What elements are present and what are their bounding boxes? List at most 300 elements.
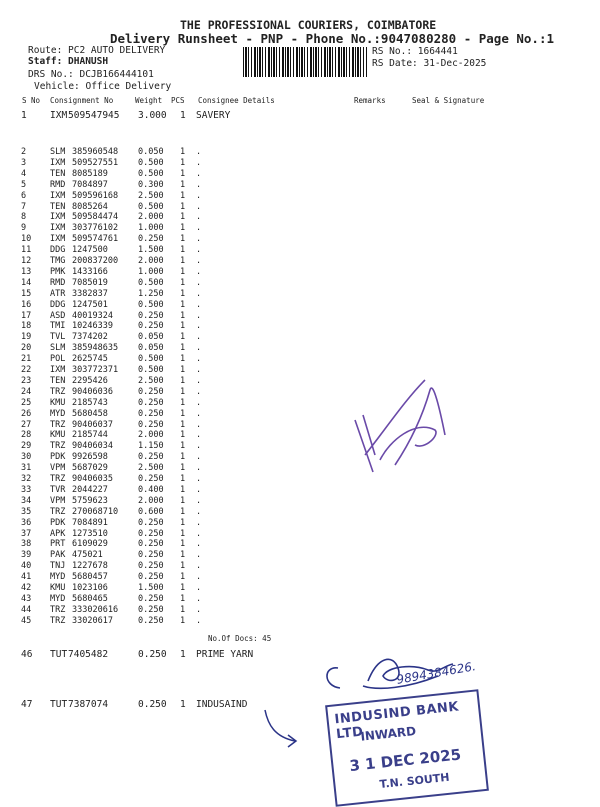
row-consignee: . (196, 266, 202, 277)
row-pcs: 1 (180, 495, 186, 506)
route: Route: PC2 AUTO DELIVERY (28, 45, 166, 56)
row-consignee: . (196, 539, 202, 550)
row-consignment-number: 333020616 (72, 604, 119, 615)
row-consignment-number: 10246339 (72, 321, 113, 332)
row-sno: 13 (21, 266, 32, 277)
row-consignment-number: 40019324 (72, 310, 113, 321)
row-branch-code: TRZ (50, 604, 66, 615)
row-consignment-number: 1247501 (72, 299, 108, 310)
row-consignee: . (196, 604, 202, 615)
row-weight: 3.000 (138, 110, 167, 121)
row-sno: 17 (21, 310, 32, 321)
row-pcs: 1 (180, 506, 186, 517)
row-branch-code: IXM (50, 234, 66, 245)
row-branch-code: IXM (50, 157, 66, 168)
stamp-inward: INWARD (359, 724, 417, 744)
row-pcs: 1 (180, 452, 186, 463)
row-sno: 42 (21, 583, 32, 593)
row-consignee: . (196, 179, 202, 190)
row-consignee: . (196, 157, 202, 168)
row-consignment-number: 8085189 (72, 168, 108, 179)
table-row (0, 605, 600, 615)
row-consignee: . (196, 354, 202, 365)
row-weight: 0.250 (138, 604, 164, 615)
row-pcs: 1 (180, 201, 186, 212)
row-pcs: 1 (180, 441, 186, 452)
row-sno: 39 (21, 550, 32, 561)
table-row (0, 343, 600, 353)
row-weight: 0.250 (138, 517, 164, 528)
row-consignee: . (196, 430, 202, 441)
row-pcs: 1 (180, 212, 186, 223)
row-weight: 0.500 (138, 365, 164, 375)
row-branch-code: TRZ (50, 386, 66, 397)
row-weight: 1.000 (138, 266, 164, 277)
row-consignment-number: 90406036 (72, 386, 113, 397)
row-consignee: . (196, 506, 202, 517)
row-branch-code: KMU (50, 583, 66, 593)
row-consignment-number: 5680457 (72, 572, 108, 583)
row-branch-code: RMD (50, 179, 66, 190)
table-row (0, 409, 600, 419)
row-pcs: 1 (180, 699, 186, 710)
row-consignment-number: 6109029 (72, 539, 108, 550)
row-sno: 2 (21, 147, 27, 157)
row-weight: 2.000 (138, 430, 164, 441)
table-row (0, 539, 600, 549)
row-sno: 35 (21, 506, 32, 517)
row-consignment-number: 3382837 (72, 288, 108, 299)
row-branch-code: TEN (50, 168, 66, 179)
row-weight: 0.250 (138, 528, 164, 539)
row-branch-code: MYD (50, 593, 66, 604)
row-consignment-number: 7084891 (72, 517, 108, 528)
row-consignee: . (196, 561, 202, 572)
row-branch-code: TNJ (50, 561, 66, 572)
row-consignee: . (196, 495, 202, 506)
row-pcs: 1 (180, 615, 186, 626)
col-consignment: Consignment No (50, 96, 114, 105)
table-row (0, 354, 600, 364)
row-sno: 9 (21, 223, 27, 234)
row-consignee: . (196, 321, 202, 332)
row-consignment-number: 5759623 (72, 495, 108, 506)
row-consignment-number: 90406037 (72, 419, 113, 430)
row-consignee: . (196, 365, 202, 375)
row-branch-code: IXM (50, 190, 66, 201)
row-pcs: 1 (180, 277, 186, 288)
row-pcs: 1 (180, 245, 186, 256)
row-branch-code: TRZ (50, 441, 66, 452)
row-branch-code: TEN (50, 375, 66, 386)
row-branch-code: TRZ (50, 474, 66, 484)
row-consignment-number: 303772371 (72, 365, 119, 375)
row-branch-code: PRT (50, 539, 66, 550)
row-consignee: . (196, 419, 202, 430)
row-sno: 14 (21, 277, 32, 288)
row-weight: 0.250 (138, 321, 164, 332)
row-sno: 1 (21, 110, 27, 121)
row-branch-code: KMU (50, 430, 66, 441)
table-row (0, 463, 600, 473)
handwritten-phone: 9894384626. (395, 659, 477, 687)
row-pcs: 1 (180, 223, 186, 234)
table-row (0, 441, 600, 451)
table-row (0, 452, 600, 462)
row-pcs: 1 (180, 572, 186, 583)
table-row (0, 420, 600, 430)
row-sno: 29 (21, 441, 32, 452)
col-weight: Weight (135, 96, 163, 105)
row-consignee: . (196, 517, 202, 528)
row-consignment-number: 9926598 (72, 452, 108, 463)
row-pcs: 1 (180, 288, 186, 299)
table-row (0, 507, 600, 517)
row-branch-code: PAK (50, 550, 66, 561)
row-sno: 37 (21, 528, 32, 539)
row-pcs: 1 (180, 604, 186, 615)
row-weight: 0.400 (138, 484, 164, 495)
row-weight: 0.250 (138, 452, 164, 463)
row-sno: 26 (21, 408, 32, 419)
row-branch-code: DDG (50, 245, 66, 256)
row-sno: 47 (21, 699, 33, 710)
row-sno: 4 (21, 168, 27, 179)
table-row (0, 267, 600, 277)
row-consignment-number: 509584474 (72, 212, 119, 223)
row-sno: 28 (21, 430, 32, 441)
table-row (0, 474, 600, 484)
drs-number: DRS No.: DCJB166444101 (28, 69, 154, 80)
row-consignee: . (196, 245, 202, 256)
row-consignment-number: 1433166 (72, 266, 108, 277)
row-pcs: 1 (180, 397, 186, 408)
row-pcs: 1 (180, 332, 186, 343)
row-pcs: 1 (180, 583, 186, 593)
row-pcs: 1 (180, 484, 186, 495)
table-row (0, 550, 600, 560)
row-branch-code: TUT (50, 649, 68, 660)
row-sno: 18 (21, 321, 32, 332)
row-consignment-number: 2044227 (72, 484, 108, 495)
table-row (0, 245, 600, 255)
row-weight: 0.500 (138, 157, 164, 168)
vehicle: Vehicle: Office Delivery (34, 81, 172, 92)
row-sno: 19 (21, 332, 32, 343)
row-consignment-number: 90406035 (72, 474, 113, 484)
row-consignee: . (196, 299, 202, 310)
table-row (0, 300, 600, 310)
row-sno: 25 (21, 397, 32, 408)
signature-scribble-icon (345, 360, 465, 480)
row-consignee: . (196, 147, 202, 157)
row-weight: 0.050 (138, 332, 164, 343)
table-row (0, 430, 600, 440)
row-branch-code: TRZ (50, 419, 66, 430)
row-consignee: . (196, 386, 202, 397)
row-sno: 31 (21, 463, 32, 474)
row-sno: 45 (21, 615, 32, 626)
row-consignee: . (196, 288, 202, 299)
row-consignee: . (196, 441, 202, 452)
row-pcs: 1 (180, 190, 186, 201)
row-consignment-number: 475021 (72, 550, 103, 561)
row-weight: 1.500 (138, 583, 164, 593)
row-branch-code: APK (50, 528, 66, 539)
row-consignment-number: 7085019 (72, 277, 108, 288)
table-row (0, 191, 600, 201)
table-row (0, 332, 600, 342)
row-sno: 8 (21, 212, 27, 223)
table-row (0, 180, 600, 190)
rs-number: RS No.: 1664441 (372, 46, 458, 57)
col-pcs: PCS (171, 96, 185, 105)
row-weight: 0.250 (138, 408, 164, 419)
table-row (0, 649, 600, 659)
row-consignee: . (196, 256, 202, 266)
row-pcs: 1 (180, 256, 186, 266)
row-weight: 0.250 (138, 561, 164, 572)
row-consignee: . (196, 615, 202, 626)
row-branch-code: TVL (50, 332, 66, 343)
table-row (0, 223, 600, 233)
row-branch-code: IXM (50, 365, 66, 375)
row-weight: 0.500 (138, 354, 164, 365)
row-consignment-number: 509527551 (72, 157, 119, 168)
table-row (0, 376, 600, 386)
row-branch-code: ATR (50, 288, 66, 299)
row-branch-code: TRZ (50, 615, 66, 626)
row-weight: 2.000 (138, 212, 164, 223)
row-sno: 22 (21, 365, 32, 375)
table-row (0, 311, 600, 321)
table-row (0, 278, 600, 288)
table-row (0, 387, 600, 397)
row-sno: 38 (21, 539, 32, 550)
row-consignee: . (196, 408, 202, 419)
row-sno: 3 (21, 157, 27, 168)
row-consignee: . (196, 223, 202, 234)
table-row (0, 572, 600, 582)
row-sno: 32 (21, 474, 32, 484)
row-branch-code: VPM (50, 495, 66, 506)
row-weight: 2.500 (138, 190, 164, 201)
row-pcs: 1 (180, 321, 186, 332)
row-consignment-number: 303776102 (72, 223, 119, 234)
table-row (0, 496, 600, 506)
row-sno: 36 (21, 517, 32, 528)
table-row (0, 365, 600, 375)
row-weight: 2.500 (138, 463, 164, 474)
row-branch-code: TUT (50, 699, 68, 710)
row-weight: 0.500 (138, 201, 164, 212)
row-sno: 16 (21, 299, 32, 310)
table-row (0, 212, 600, 222)
row-sno: 23 (21, 375, 32, 386)
row-consignee: . (196, 332, 202, 343)
row-consignee: . (196, 452, 202, 463)
table-row (0, 594, 600, 604)
row-weight: 0.500 (138, 168, 164, 179)
row-pcs: 1 (180, 430, 186, 441)
row-consignee: . (196, 463, 202, 474)
table-row (0, 529, 600, 539)
staff: Staff: DHANUSH (28, 56, 109, 67)
row-consignee: . (196, 201, 202, 212)
row-pcs: 1 (180, 561, 186, 572)
row-pcs: 1 (180, 168, 186, 179)
row-weight: 1.250 (138, 288, 164, 299)
row-branch-code: SLM (50, 147, 66, 157)
row-pcs: 1 (180, 354, 186, 365)
row-weight: 0.250 (138, 550, 164, 561)
row-branch-code: TMI (50, 321, 66, 332)
row-consignment-number: 2295426 (72, 375, 108, 386)
row-sno: 20 (21, 343, 32, 354)
row-consignment-number: 200837200 (72, 256, 119, 266)
row-weight: 0.250 (138, 474, 164, 484)
col-seal: Seal & Signature (412, 96, 485, 105)
row-branch-code: MYD (50, 572, 66, 583)
row-sno: 30 (21, 452, 32, 463)
arrow-icon (260, 705, 305, 750)
row-branch-code: RMD (50, 277, 66, 288)
row-consignment-number: 5687029 (72, 463, 108, 474)
row-weight: 0.250 (138, 397, 164, 408)
table-row (0, 518, 600, 528)
row-sno: 12 (21, 256, 32, 266)
table-row (0, 147, 600, 157)
stamp-bank-name: INDUSIND BANK LTD (333, 699, 460, 743)
row-branch-code: TRZ (50, 506, 66, 517)
row-sno: 33 (21, 484, 32, 495)
row-consignment-number: 1273510 (72, 528, 108, 539)
row-weight: 0.250 (138, 419, 164, 430)
col-consignee: Consignee Details (198, 96, 275, 105)
row-pcs: 1 (180, 179, 186, 190)
rs-date: RS Date: 31-Dec-2025 (372, 58, 487, 69)
row-consignee: SAVERY (196, 110, 231, 121)
row-consignment-number: 1023106 (72, 583, 108, 593)
row-consignee: . (196, 550, 202, 561)
row-weight: 0.500 (138, 277, 164, 288)
row-consignment-number: 270068710 (72, 506, 119, 517)
row-branch-code: IXM (50, 223, 66, 234)
row-pcs: 1 (180, 463, 186, 474)
row-consignment-number: 385960548 (72, 147, 119, 157)
row-pcs: 1 (180, 517, 186, 528)
row-sno: 43 (21, 593, 32, 604)
row-weight: 0.600 (138, 506, 164, 517)
row-pcs: 1 (180, 593, 186, 604)
row-consignee: . (196, 583, 202, 593)
row-weight: 0.300 (138, 179, 164, 190)
stamp-date: 3 1 DEC 2025 (348, 745, 462, 776)
company-title: THE PROFESSIONAL COURIERS, COIMBATORE (180, 18, 437, 32)
row-pcs: 1 (180, 528, 186, 539)
row-branch-code: POL (50, 354, 66, 365)
row-weight: 1.150 (138, 441, 164, 452)
row-sno: 41 (21, 572, 32, 583)
row-sno: 46 (21, 649, 33, 660)
row-consignment-number: 33020617 (72, 615, 113, 626)
table-row (0, 398, 600, 408)
col-sno: S No (22, 96, 41, 105)
row-consignment-number: 1227678 (72, 561, 108, 572)
docs-count: No.Of Docs: 45 (208, 634, 272, 643)
row-consignment-number: 5680465 (72, 593, 108, 604)
row-sno: 7 (21, 201, 27, 212)
row-weight: 0.250 (138, 699, 167, 710)
row-pcs: 1 (180, 386, 186, 397)
row-branch-code: TVR (50, 484, 66, 495)
row-consignee: . (196, 474, 202, 484)
row-weight: 0.250 (138, 593, 164, 604)
row-pcs: 1 (180, 310, 186, 321)
row-pcs: 1 (180, 234, 186, 245)
row-branch-code: PMK (50, 266, 66, 277)
row-consignment-number: 8085264 (72, 201, 108, 212)
row-sno: 5 (21, 179, 27, 190)
row-weight: 0.250 (138, 234, 164, 245)
row-pcs: 1 (180, 266, 186, 277)
row-consignee: PRIME YARN (196, 649, 254, 660)
row-sno: 34 (21, 495, 32, 506)
row-weight: 0.050 (138, 147, 164, 157)
barcode-icon (243, 47, 367, 77)
row-weight: 1.000 (138, 223, 164, 234)
table-row (0, 321, 600, 331)
row-pcs: 1 (180, 649, 186, 660)
row-consignee: . (196, 277, 202, 288)
row-sno: 40 (21, 561, 32, 572)
row-consignee: . (196, 343, 202, 354)
row-sno: 44 (21, 604, 32, 615)
row-weight: 0.500 (138, 299, 164, 310)
row-weight: 0.250 (138, 539, 164, 550)
row-weight: 0.250 (138, 386, 164, 397)
row-branch-code: ASD (50, 310, 66, 321)
row-sno: 11 (21, 245, 32, 256)
row-weight: 2.000 (138, 495, 164, 506)
row-branch-code: KMU (50, 397, 66, 408)
row-pcs: 1 (180, 365, 186, 375)
row-consignee: . (196, 212, 202, 223)
row-pcs: 1 (180, 419, 186, 430)
row-branch-code: PDK (50, 452, 66, 463)
row-pcs: 1 (180, 550, 186, 561)
row-weight: 2.000 (138, 256, 164, 266)
stamp-region: T.N. SOUTH (378, 770, 451, 792)
row-consignment-number: 509547945 (68, 110, 120, 121)
row-consignee: . (196, 397, 202, 408)
row-sno: 21 (21, 354, 32, 365)
row-consignment-number: 7405482 (68, 649, 109, 660)
row-consignee: . (196, 572, 202, 583)
row-branch-code: IXM (50, 110, 68, 121)
row-pcs: 1 (180, 375, 186, 386)
row-consignment-number: 90406034 (72, 441, 113, 452)
row-weight: 0.250 (138, 572, 164, 583)
table-row (0, 234, 600, 244)
bank-inward-stamp (325, 689, 489, 807)
row-pcs: 1 (180, 474, 186, 484)
row-consignment-number: 7374202 (72, 332, 108, 343)
row-consignee: . (196, 168, 202, 179)
row-pcs: 1 (180, 157, 186, 168)
row-weight: 0.050 (138, 343, 164, 354)
row-weight: 0.250 (138, 310, 164, 321)
